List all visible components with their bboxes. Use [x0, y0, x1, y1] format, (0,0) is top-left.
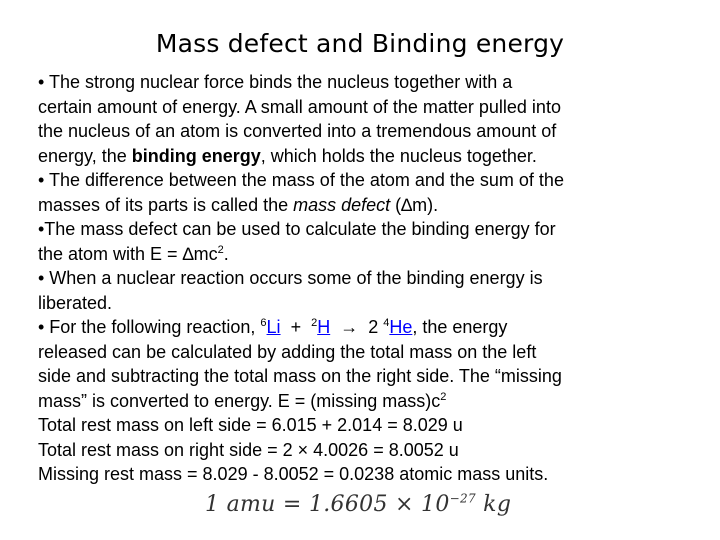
- plus-sign: +: [280, 317, 312, 337]
- text-line: [38, 193, 638, 218]
- text-segment: , which holds the nucleus together.: [260, 145, 537, 166]
- text-line: [38, 389, 638, 414]
- superscript: 2: [217, 243, 224, 256]
- formula-unit: kg: [475, 492, 512, 517]
- binding-energy-term: binding energy: [131, 145, 261, 166]
- formula-exponent: −27: [449, 491, 476, 506]
- text-segment: (∆m).: [390, 194, 439, 215]
- text-line: liberated.: [38, 292, 113, 313]
- text-line: certain amount of energy. A small amount of the matter pulled into: [38, 96, 561, 117]
- text-line: the nucleus of an atom is converted into a tremendous amount of: [38, 121, 557, 141]
- text-line: • When a nuclear reaction occurs some of the binding energy is: [38, 268, 543, 288]
- text-line: • The difference between the mass of the atom and the sum of the: [38, 170, 564, 190]
- amu-formula: [205, 491, 512, 524]
- calc-right: Total rest mass on right side = 2 × 4.0026 = 8.0052 u: [38, 439, 459, 460]
- formula-text: 1 amu = 1.6605 × 10: [205, 492, 450, 517]
- text-line: side and subtracting the total mass on the right side. The “missing: [38, 366, 562, 386]
- text-line: [38, 242, 638, 267]
- text-line: • The strong nuclear force binds the nucleus together with a: [38, 72, 513, 92]
- h-mass-number: 2: [311, 317, 318, 329]
- slide-title: Mass defect and Binding energy: [155, 29, 565, 58]
- calc-left: Total rest mass on left side = 6.015 + 2.014 = 8.029 u: [38, 415, 463, 435]
- text-line: [38, 144, 638, 169]
- slide-body: [38, 70, 638, 487]
- text-segment: energy, the: [38, 145, 132, 166]
- calc-missing: Missing rest mass = 8.029 - 8.0052 = 0.0238 atomic mass units.: [38, 464, 549, 484]
- text-line: released can be calculated by adding the total mass on the left: [38, 341, 537, 362]
- reaction-line: [38, 315, 638, 340]
- he-mass-number: 4: [383, 317, 390, 329]
- text-segment: masses of its parts is called the: [38, 194, 294, 215]
- text-segment: • For the following reaction,: [38, 317, 261, 337]
- text-segment: .: [223, 243, 229, 264]
- text-segment: mass” is converted to energy. E = (missing mass)c: [38, 390, 441, 411]
- text-line: •The mass defect can be used to calculate the binding energy for: [38, 219, 556, 239]
- he-link[interactable]: He: [389, 317, 413, 337]
- h-link[interactable]: H: [317, 317, 331, 337]
- li-mass-number: 6: [260, 317, 267, 329]
- text-segment: , the energy: [412, 317, 508, 337]
- li-link[interactable]: Li: [266, 317, 281, 337]
- reaction-arrow: → 2: [330, 317, 384, 337]
- mass-defect-term: mass defect: [293, 194, 391, 215]
- text-segment: the atom with E = ∆mc: [38, 243, 218, 264]
- superscript: 2: [440, 390, 447, 403]
